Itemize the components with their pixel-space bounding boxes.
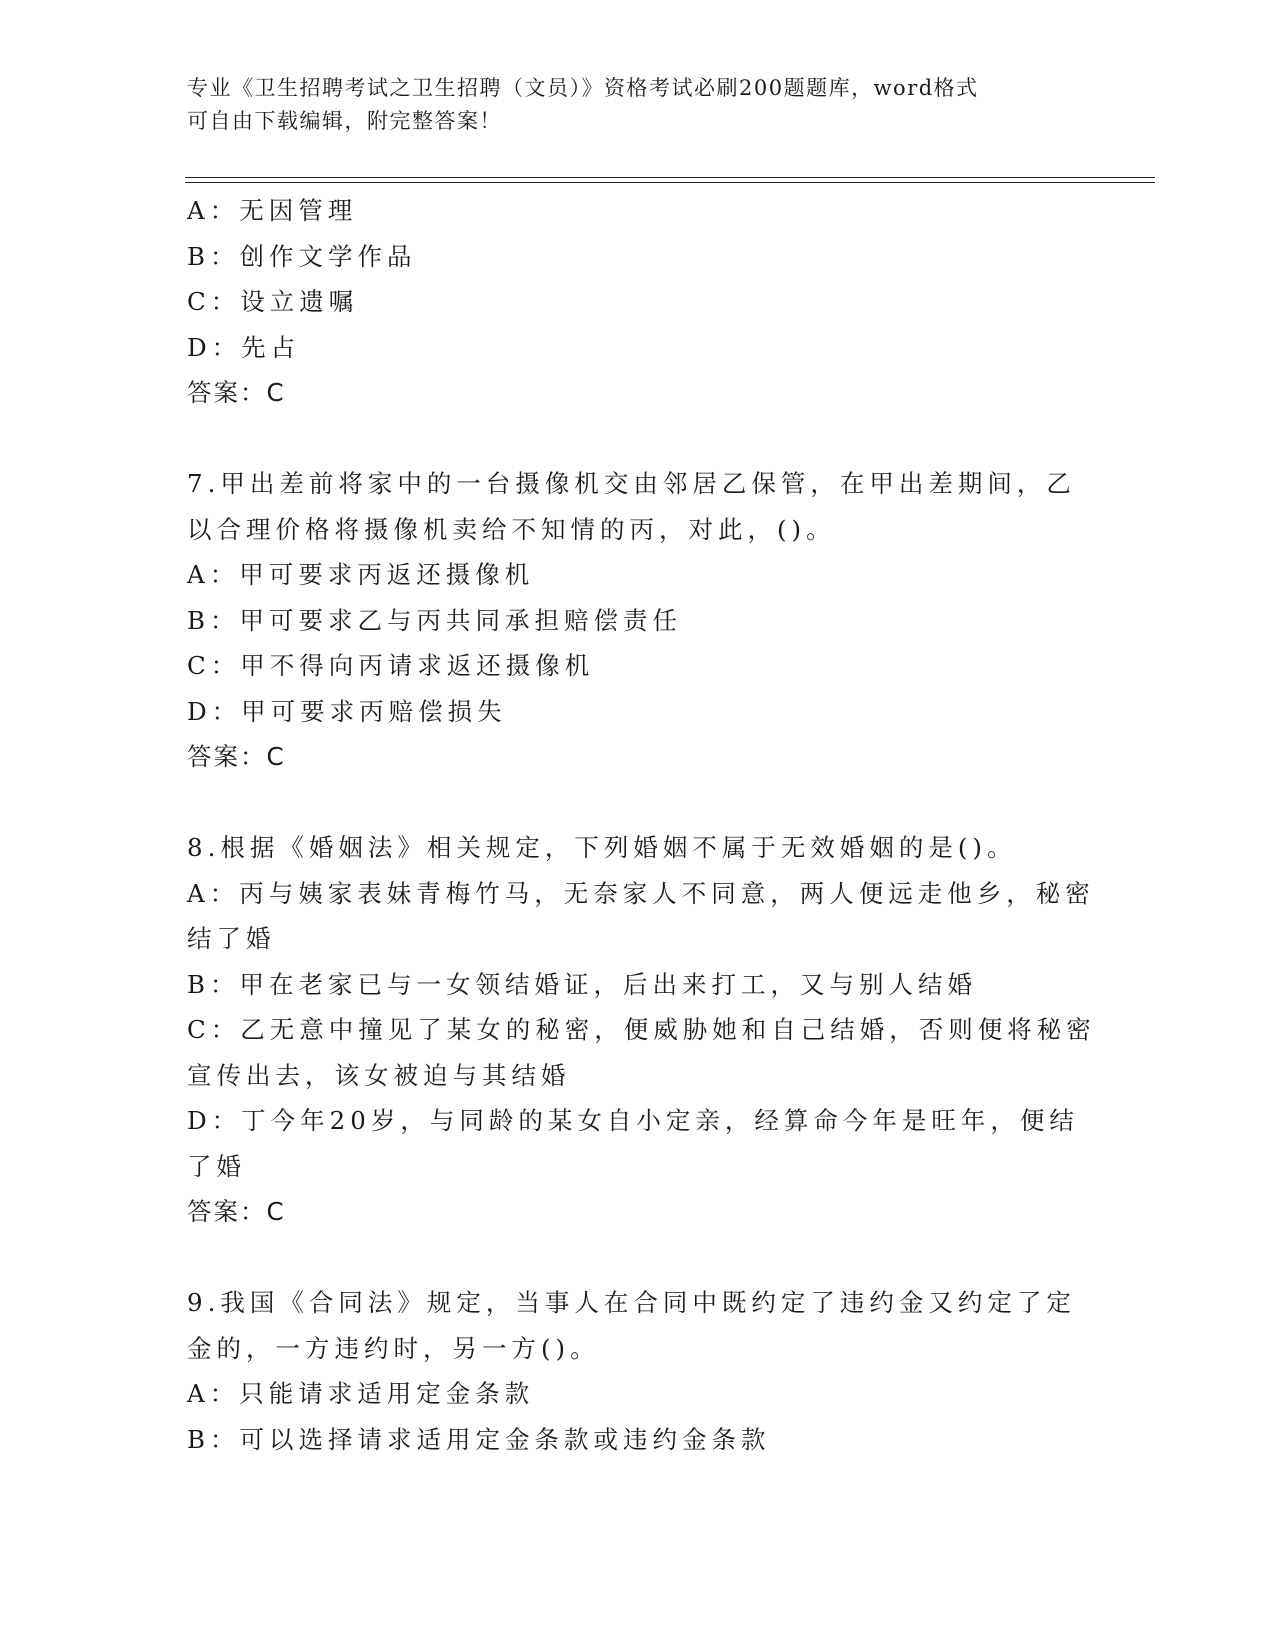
q7-option-b: B：甲可要求乙与丙共同承担赔偿责任 xyxy=(187,605,683,635)
spacer xyxy=(187,780,1077,826)
q7-option-a: A：甲可要求丙返还摄像机 xyxy=(187,560,535,589)
question-8 xyxy=(187,825,1096,1235)
q9-stem-line-1: 9.我国《合同法》规定，当事人在合同中既约定了违约金又约定了定 xyxy=(187,1288,1076,1317)
question-content xyxy=(187,188,1096,1462)
question-9 xyxy=(187,1280,1077,1462)
q9-stem-line-2: 金的，一方违约时，另一方()。 xyxy=(187,1333,600,1363)
q6-answer: 答案：C xyxy=(187,378,286,407)
q7-stem-line-1: 7.甲出差前将家中的一台摄像机交由邻居乙保管，在甲出差期间，乙 xyxy=(187,469,1076,498)
q8-option-a-line-1: A：丙与姨家表妹青梅竹马，无奈家人不同意，两人便远走他乡，秘密 xyxy=(187,878,1095,908)
q9-option-a: A：只能请求适用定金条款 xyxy=(187,1379,535,1408)
spacer xyxy=(187,1235,1077,1281)
header-line-1: 专业《卫生招聘考试之卫生招聘（文员）》资格考试必刷200题题库，word格式 xyxy=(187,76,979,100)
q7-option-c: C：甲不得向丙请求返还摄像机 xyxy=(187,651,595,680)
question-6 xyxy=(187,188,1077,416)
spacer xyxy=(187,416,1077,462)
q8-option-c-line-1: C：乙无意中撞见了某女的秘密，便威胁她和自己结婚，否则便将秘密 xyxy=(187,1015,1096,1044)
q6-option-a: A：无因管理 xyxy=(187,196,358,225)
q6-option-d: D：先占 xyxy=(187,332,301,362)
q7-stem-line-2: 以合理价格将摄像机卖给不知情的丙，对此，()。 xyxy=(187,514,836,544)
q8-option-d-line-1: D：丁今年20岁，与同龄的某女自小定亲，经算命今年是旺年，便结 xyxy=(187,1106,1079,1135)
q6-option-c: C：设立遗嘱 xyxy=(187,287,359,316)
q9-option-b: B：可以选择请求适用定金条款或违约金条款 xyxy=(187,1424,771,1454)
q8-option-b: B：甲在老家已与一女领结婚证，后出来打工，又与别人结婚 xyxy=(187,969,978,999)
document-header xyxy=(187,72,1067,138)
q8-answer: 答案：C xyxy=(187,1197,286,1226)
q8-option-a-line-2: 结了婚 xyxy=(187,924,276,953)
q7-option-d: D：甲可要求丙赔偿损失 xyxy=(187,696,507,726)
q7-answer: 答案：C xyxy=(187,742,286,771)
header-line-2: 可自由下载编辑，附完整答案！ xyxy=(187,109,502,133)
header-divider-bottom xyxy=(185,182,1155,183)
question-7 xyxy=(187,461,1077,780)
q8-stem: 8.根据《婚姻法》相关规定，下列婚姻不属于无效婚姻的是()。 xyxy=(187,833,1017,862)
header-divider-top xyxy=(185,177,1155,178)
q8-option-d-line-2: 了婚 xyxy=(187,1151,246,1181)
q8-option-c-line-2: 宣传出去，该女被迫与其结婚 xyxy=(187,1060,571,1090)
q6-option-b: B：创作文学作品 xyxy=(187,241,417,271)
